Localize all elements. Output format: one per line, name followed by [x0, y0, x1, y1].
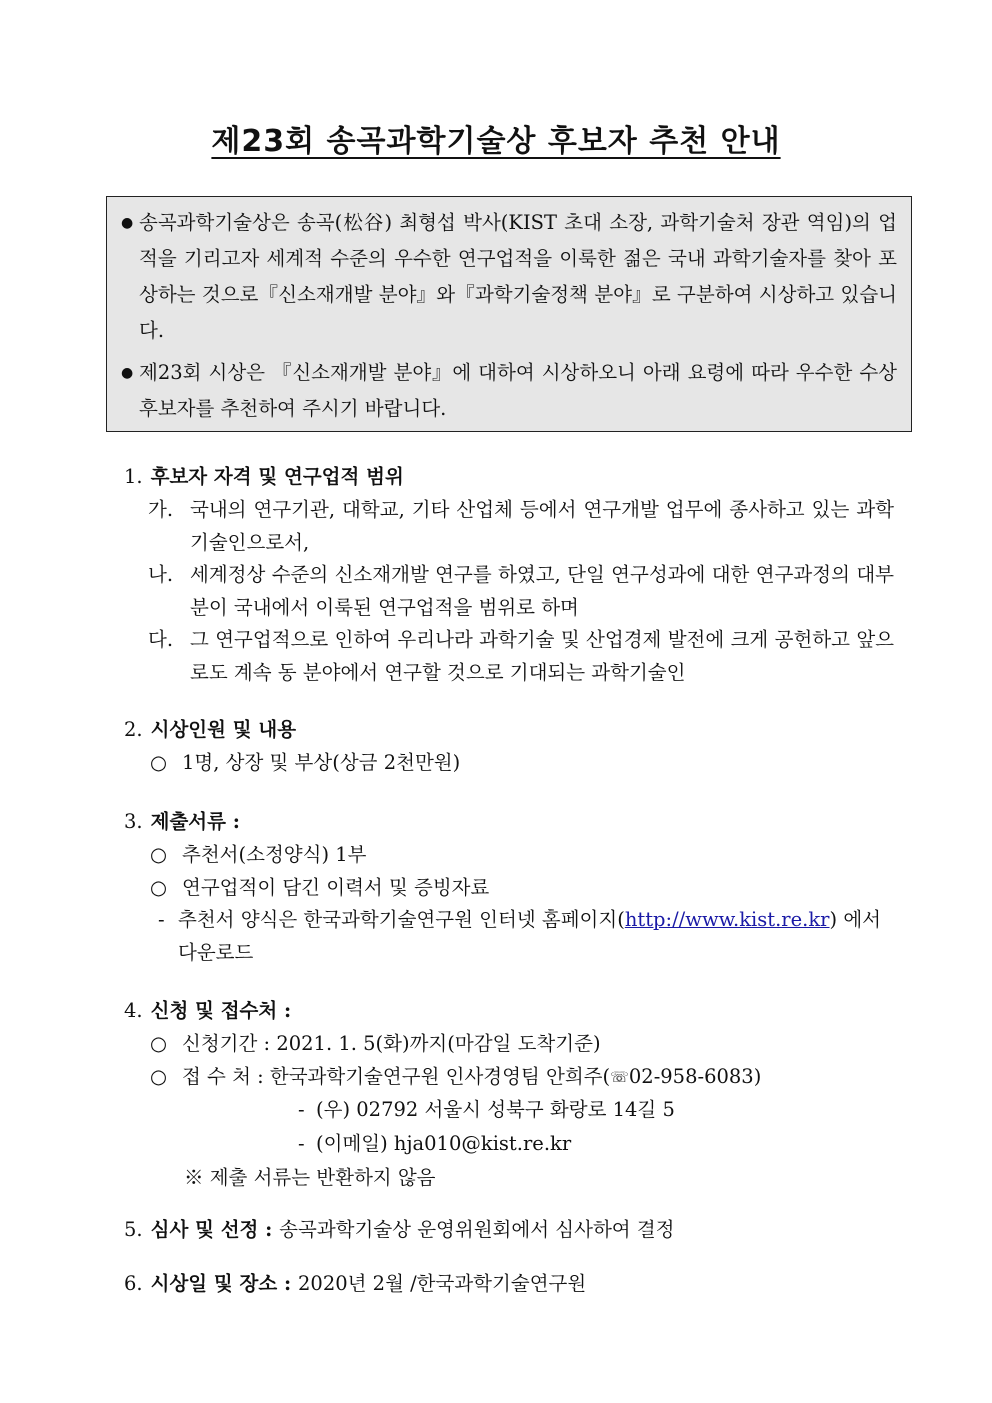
intro-text-1: 송곡과학기술상은 송곡(松谷) 최형섭 박사(KIST 초대 소장, 과학기술처 장관 역임)의 업적을 기리고자 세계적 수준의 우수한 연구업적을 이룩한 젊은 국내 과학기술자를 찾아 포상하는 것으로『신소재개발 분야』와『과학기술정책 분야』로 구분하여 시상하고 있습니다.	[139, 211, 897, 342]
circle-bullet-icon: ○	[150, 1064, 168, 1088]
circle-bullet-icon: ○	[150, 751, 168, 774]
circle-bullet-icon: ○	[150, 843, 168, 866]
dash-marker: -	[158, 908, 165, 931]
section-3	[124, 805, 894, 969]
item-marker: 나.	[148, 563, 174, 586]
section-title: 제출서류 :	[150, 810, 240, 833]
list-item	[124, 747, 894, 780]
email-line	[124, 1127, 894, 1161]
section-number: 4.	[124, 999, 143, 1022]
list-item	[124, 559, 894, 624]
section-title: 시상일 및 장소 :	[150, 1272, 292, 1295]
section-number: 2.	[124, 718, 143, 741]
section-4	[124, 994, 894, 1195]
dash-marker: -	[298, 1098, 305, 1121]
section-1	[124, 460, 894, 689]
section-number: 3.	[124, 810, 143, 833]
section-number: 1.	[124, 465, 143, 488]
section-heading	[124, 1213, 894, 1247]
note-text-prefix: 추천서 양식은 한국과학기술연구원 인터넷 홈페이지(	[178, 908, 625, 931]
page-title-text: 제23회 송곡과학기술상 후보자 추천 안내	[211, 124, 781, 159]
section-5	[124, 1213, 894, 1247]
section-number: 5.	[124, 1218, 143, 1241]
list-item	[124, 494, 894, 559]
note-text: ※ 제출 서류는 반환하지 않음	[184, 1166, 436, 1189]
section-heading	[124, 713, 894, 747]
section-text: 2020년 2월 /한국과학기술연구원	[298, 1272, 587, 1295]
list-item	[124, 872, 894, 905]
note-text-suffix: ) 에서 다운로드	[178, 908, 881, 964]
bullet-icon: ●	[121, 365, 134, 381]
period-text: 신청기간 : 2021. 1. 5(화)까지(마감일 도착기준)	[182, 1032, 601, 1055]
item-text: 그 연구업적으로 인하여 우리나라 과학기술 및 산업경제 발전에 크게 공헌하고 앞으로도 계속 동 분야에서 연구할 것으로 기대되는 과학기술인	[190, 628, 894, 684]
section-title: 심사 및 선정 :	[150, 1218, 273, 1241]
list-item	[124, 1061, 894, 1094]
section-heading	[124, 994, 894, 1028]
dash-marker: -	[298, 1132, 305, 1155]
intro-paragraph	[121, 205, 897, 349]
page-title	[0, 116, 992, 160]
list-item	[124, 624, 894, 689]
item-text: 연구업적이 담긴 이력서 및 증빙자료	[182, 875, 490, 899]
item-text: 세계정상 수준의 신소재개발 연구를 하였고, 단일 연구성과에 대한 연구과정의 대부분이 국내에서 이룩된 연구업적을 범위로 하며	[190, 563, 894, 619]
note-line	[124, 1161, 894, 1195]
item-marker: 가.	[148, 498, 174, 521]
item-text: 추천서(소정양식) 1부	[182, 843, 367, 866]
section-2	[124, 713, 894, 780]
phone-icon: ☏	[610, 1067, 629, 1086]
bullet-icon: ●	[121, 215, 134, 231]
receiver-text: 접 수 처 : 한국과학기술연구원 인사경영팀 안희주(	[182, 1064, 611, 1088]
receiver-phone: 02-958-6083)	[628, 1064, 762, 1088]
item-marker: 다.	[148, 628, 174, 651]
list-item	[124, 1028, 894, 1061]
intro-paragraph	[121, 355, 897, 427]
section-title: 시상인원 및 내용	[150, 718, 297, 741]
address-text: (우) 02792 서울시 성북구 화랑로 14길 5	[316, 1098, 675, 1121]
item-text: 국내의 연구기관, 대학교, 기타 산업체 등에서 연구개발 업무에 종사하고 있는 과학기술인으로서,	[190, 498, 894, 554]
circle-bullet-icon: ○	[150, 875, 168, 899]
item-text: 1명, 상장 및 부상(상금 2천만원)	[182, 751, 461, 774]
section-title: 후보자 자격 및 연구업적 범위	[150, 465, 404, 488]
circle-bullet-icon: ○	[150, 1032, 168, 1055]
section-number: 6.	[124, 1272, 143, 1295]
section-heading	[124, 1267, 894, 1301]
section-title: 신청 및 접수처 :	[150, 999, 292, 1022]
list-item	[124, 839, 894, 872]
homepage-link[interactable]: http://www.kist.re.kr	[624, 908, 830, 931]
note-item	[124, 904, 894, 969]
email-text: (이메일) hja010@kist.re.kr	[316, 1132, 572, 1155]
intro-text-2: 제23회 시상은 『신소재개발 분야』에 대하여 시상하오니 아래 요령에 따라 우수한 수상후보자를 추천하여 주시기 바랍니다.	[139, 361, 897, 420]
section-heading	[124, 805, 894, 839]
section-heading	[124, 460, 894, 494]
intro-box	[106, 196, 912, 432]
section-text: 송곡과학기술상 운영위원회에서 심사하여 결정	[279, 1218, 675, 1241]
address-line	[124, 1093, 894, 1127]
section-6	[124, 1267, 894, 1301]
